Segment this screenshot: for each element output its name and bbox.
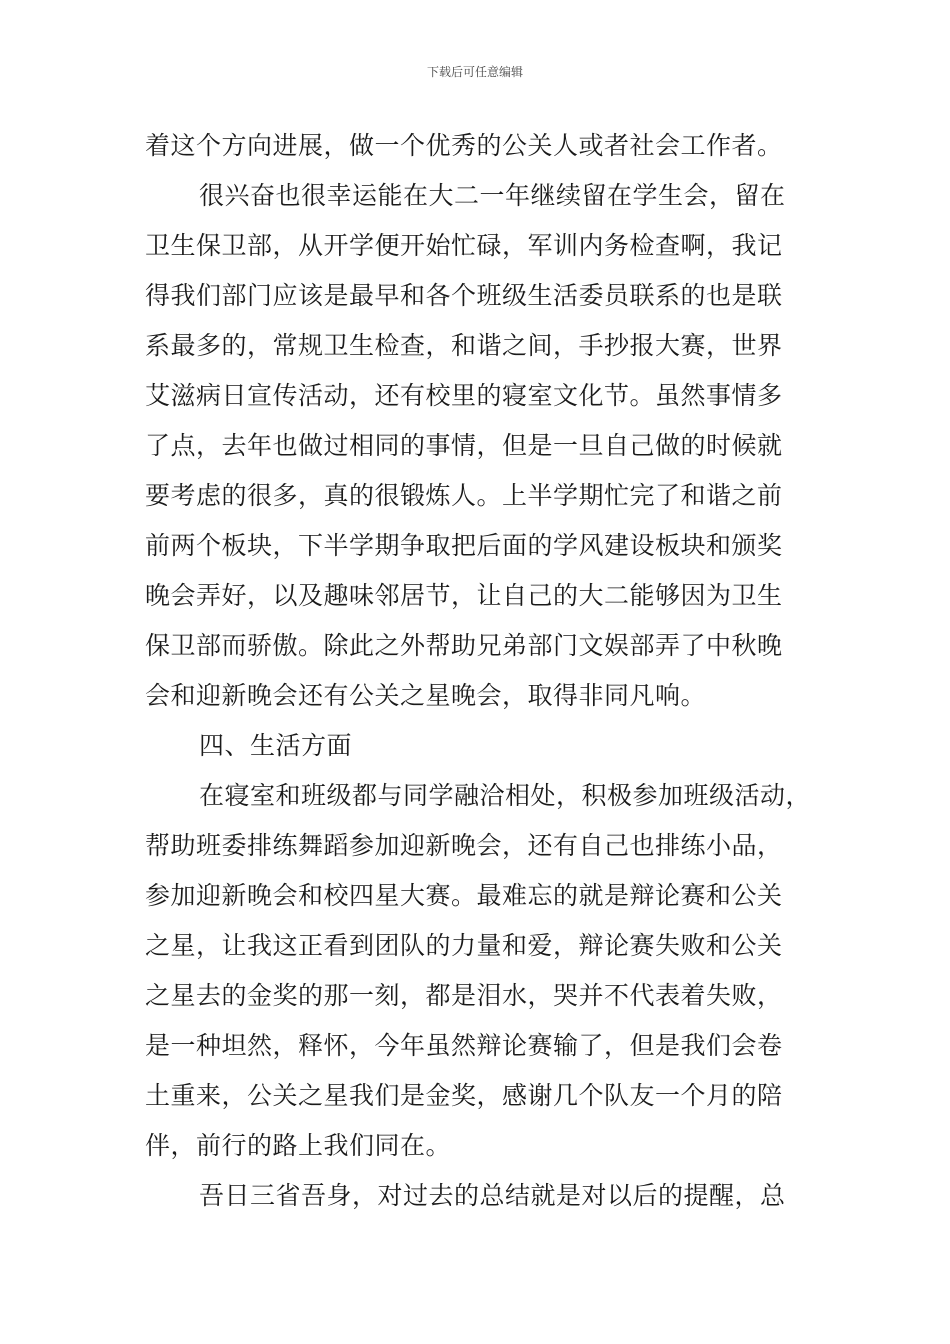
text-line: 晚会弄好，以及趣味邻居节，让自己的大二能够因为卫生 bbox=[145, 581, 783, 610]
text-line: 了点，去年也做过相同的事情，但是一旦自己做的时候就 bbox=[145, 431, 783, 460]
text-line: 伴，前行的路上我们同在。 bbox=[145, 1131, 452, 1160]
text-line: 是一种坦然，释怀，今年虽然辩论赛输了，但是我们会卷 bbox=[145, 1031, 783, 1060]
text-line: 艾滋病日宣传活动，还有校里的寝室文化节。虽然事情多 bbox=[145, 381, 783, 410]
text-line: 会和迎新晚会还有公关之星晚会，取得非同凡响。 bbox=[145, 681, 707, 710]
text-line: 之星，让我这正看到团队的力量和爱，辩论赛失败和公关 bbox=[145, 931, 783, 960]
page-header-note: 下载后可任意编辑 bbox=[426, 65, 523, 79]
text-line: 着这个方向进展，做一个优秀的公关人或者社会工作者。 bbox=[145, 131, 783, 160]
text-line: 帮助班委排练舞蹈参加迎新晚会，还有自己也排练小品， bbox=[145, 831, 783, 860]
text-line: 吾日三省吾身，对过去的总结就是对以后的提醒，总 bbox=[199, 1181, 786, 1210]
text-line: 很兴奋也很幸运能在大二一年继续留在学生会，留在 bbox=[199, 181, 786, 210]
text-line: 前两个板块，下半学期争取把后面的学风建设板块和颁奖 bbox=[145, 531, 783, 560]
text-line: 系最多的，常规卫生检查，和谐之间，手抄报大赛，世界 bbox=[145, 331, 783, 360]
text-line: 要考虑的很多，真的很锻炼人。上半学期忙完了和谐之前 bbox=[145, 481, 783, 510]
section-heading: 四、生活方面 bbox=[199, 731, 353, 760]
text-line: 得我们部门应该是最早和各个班级生活委员联系的也是联 bbox=[145, 281, 783, 310]
text-line: 在寝室和班级都与同学融洽相处，积极参加班级活动， bbox=[199, 781, 812, 810]
text-line: 保卫部而骄傲。除此之外帮助兄弟部门文娱部弄了中秋晚 bbox=[145, 631, 783, 660]
text-line: 参加迎新晚会和校四星大赛。最难忘的就是辩论赛和公关 bbox=[145, 881, 783, 910]
text-line: 之星去的金奖的那一刻，都是泪水，哭并不代表着失败， bbox=[145, 981, 783, 1010]
text-line: 卫生保卫部，从开学便开始忙碌，军训内务检查啊，我记 bbox=[145, 231, 783, 260]
text-line: 土重来，公关之星我们是金奖，感谢几个队友一个月的陪 bbox=[145, 1081, 783, 1110]
